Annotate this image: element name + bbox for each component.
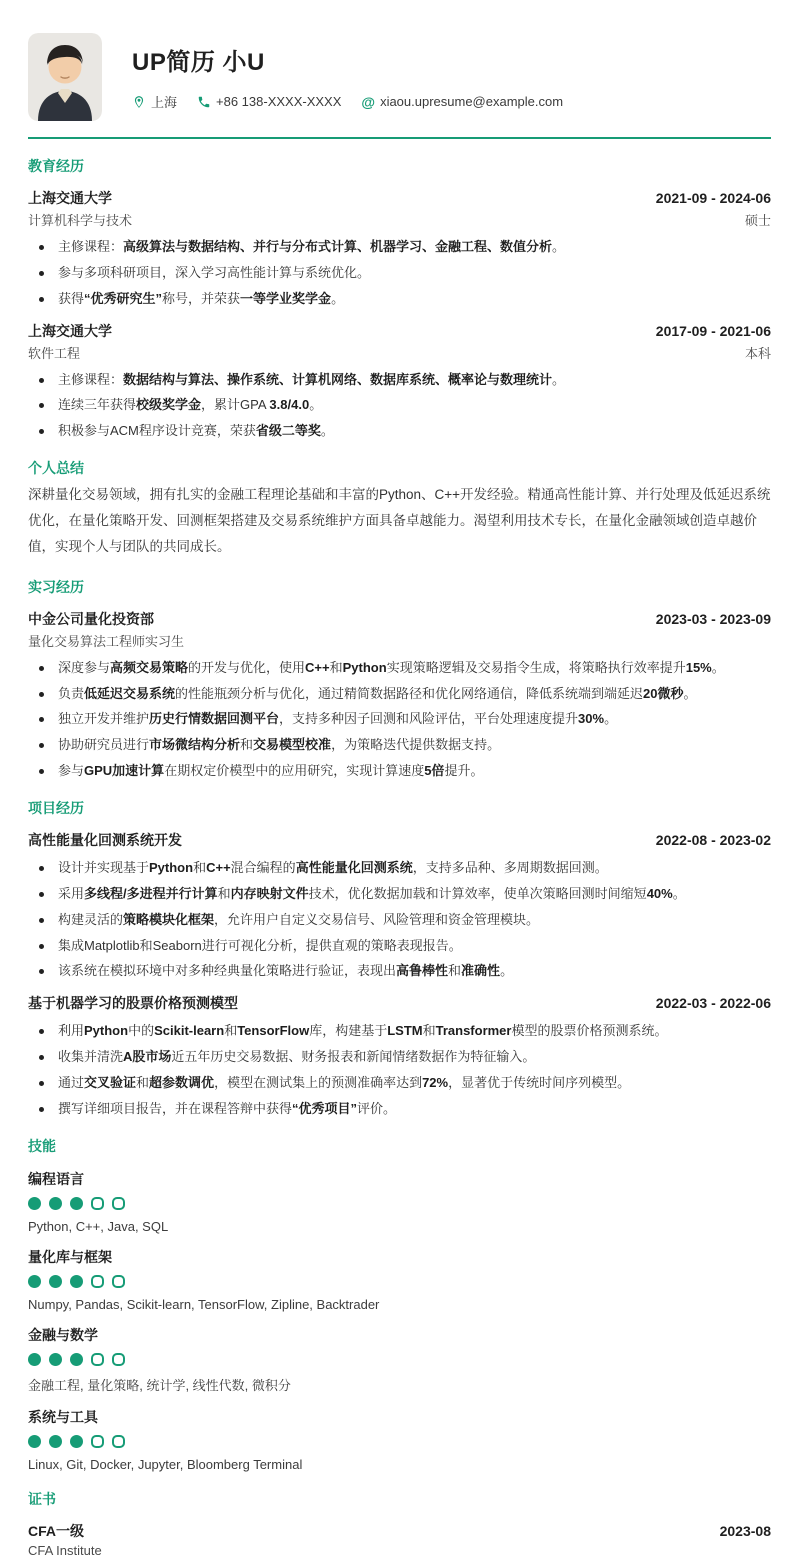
profile-photo [28, 33, 102, 121]
bullet-item: 独立开发并维护历史行情数据回测平台，支持多种因子回测和风险评估，平台处理速度提升30%。 [28, 710, 771, 729]
candidate-name: UP简历 小U [132, 49, 265, 76]
skill-dot-filled [28, 1353, 41, 1366]
section-internship [28, 577, 771, 781]
resume-header [28, 33, 771, 121]
section-title-skills: 技能 [28, 1137, 56, 1154]
bullet-item: 收集并清洗A股市场近五年历史交易数据、财务报表和新闻情绪数据作为特征输入。 [28, 1048, 771, 1067]
bullet-item: 参与GPU加速计算在期权定价模型中的应用研究，实现计算速度5倍提升。 [28, 762, 771, 781]
skill-dot-empty [112, 1435, 125, 1448]
section-skills [28, 1136, 771, 1472]
skill-level-indicator [28, 1435, 771, 1448]
contact-email-text: xiaou.upresume@example.com [380, 94, 564, 109]
certificate-issuer: CFA Institute [28, 1542, 102, 1558]
header-divider [28, 137, 771, 139]
header-info [132, 33, 563, 111]
degree: 本科 [744, 345, 771, 361]
project-entry [28, 993, 771, 1118]
summary-text: 深耕量化交易领域，拥有扎实的金融工程理论基础和丰富的Python、C++开发经验。精通高性能计算、并行处理及低延迟系统优化，在量化策略开发、回测框架搭建及交易系统维护方面具备卓越能力。渴望利用技术专长，在量化金融领域创造卓越价值，实现个人与团队的共同成长。 [28, 487, 771, 554]
skill-dot-filled [28, 1435, 41, 1448]
skill-dot-filled [28, 1275, 41, 1288]
education-entry-head [28, 321, 771, 341]
school-name: 上海交通大学 [28, 190, 112, 206]
section-projects [28, 798, 771, 1119]
section-title-internship: 实习经历 [28, 578, 84, 595]
skill-group-name: 系统与工具 [28, 1408, 98, 1425]
education-entry [28, 188, 771, 309]
bullet-item: 连续三年获得校级奖学金，累计GPA 3.8/4.0。 [28, 396, 771, 415]
education-date: 2017-09 - 2021-06 [655, 322, 771, 339]
skill-dot-filled [70, 1435, 83, 1448]
major: 软件工程 [28, 345, 81, 361]
phone-icon [197, 95, 211, 109]
section-title-education: 教育经历 [28, 158, 84, 174]
section-summary [28, 458, 771, 560]
education-entry-sub [28, 343, 771, 362]
section-title-certificates: 证书 [28, 1490, 56, 1507]
bullet-item: 利用Python中的Scikit-learn和TensorFlow库，构建基于LSTM和Transformer模型的股票价格预测系统。 [28, 1022, 771, 1041]
skill-dot-filled [49, 1435, 62, 1448]
education-bullets [28, 238, 771, 309]
section-education [28, 156, 771, 441]
internship-entry-head [28, 609, 771, 629]
bullet-item: 设计并实现基于Python和C++混合编程的高性能量化回测系统，支持多品种、多周期数据回测。 [28, 859, 771, 878]
bullet-item: 构建灵活的策略模块化框架，允许用户自定义交易信号、风险管理和资金管理模块。 [28, 911, 771, 930]
skill-dot-filled [49, 1197, 62, 1210]
skill-group [28, 1325, 771, 1394]
education-entry [28, 321, 771, 442]
internship-entry [28, 609, 771, 781]
certificate-name: CFA一级 [28, 1522, 84, 1539]
education-date: 2021-09 - 2024-06 [655, 190, 771, 206]
email-icon: @ [361, 93, 376, 110]
skill-dot-filled [49, 1353, 62, 1366]
project-entry-head [28, 993, 771, 1013]
location-icon [132, 95, 146, 109]
education-entry-sub [28, 210, 771, 229]
section-certificates [28, 1489, 771, 1558]
skill-items: Python, C++, Java, SQL [28, 1218, 169, 1234]
skill-dot-filled [70, 1275, 83, 1288]
skill-dot-filled [70, 1197, 83, 1210]
bullet-item: 积极参与ACM程序设计竞赛，荣获省级二等奖。 [28, 422, 771, 441]
skill-group-name: 量化库与框架 [28, 1248, 112, 1265]
skill-dot-filled [28, 1197, 41, 1210]
contact-phone-text: +86 138-XXXX-XXXX [216, 94, 342, 109]
project-entry [28, 830, 771, 981]
skill-items: Linux, Git, Docker, Jupyter, Bloomberg Terminal [28, 1456, 303, 1472]
contact-phone [197, 94, 341, 109]
bullet-item: 采用多线程/多进程并行计算和内存映射文件技术，优化数据加载和计算效率，使单次策略回测时间缩短40%。 [28, 885, 771, 904]
internship-bullets [28, 659, 771, 781]
internship-entry-sub [28, 631, 771, 650]
contact-email [361, 94, 563, 109]
bullet-item: 负责低延迟交易系统的性能瓶颈分析与优化，通过精简数据路径和优化网络通信，降低系统端到端延迟20微秒。 [28, 685, 771, 704]
bullet-item: 获得“优秀研究生”称号，并荣获一等学业奖学金。 [28, 290, 771, 309]
bullet-item: 主修课程：高级算法与数据结构、并行与分布式计算、机器学习、金融工程、数值分析。 [28, 238, 771, 257]
major: 计算机科学与技术 [28, 213, 133, 228]
skill-group [28, 1169, 771, 1234]
skill-dot-empty [112, 1275, 125, 1288]
skill-items: Numpy, Pandas, Scikit-learn, TensorFlow, Zipline, Backtrader [28, 1296, 380, 1312]
education-bullets [28, 371, 771, 442]
skill-group-name: 金融与数学 [28, 1326, 98, 1343]
skill-group [28, 1247, 771, 1312]
contact-location-text: 上海 [151, 95, 178, 110]
bullet-item: 参与多项科研项目，深入学习高性能计算与系统优化。 [28, 264, 771, 283]
project-bullets [28, 859, 771, 981]
contact-row [132, 92, 563, 111]
project-bullets [28, 1022, 771, 1118]
project-name: 基于机器学习的股票价格预测模型 [28, 995, 238, 1012]
education-entry-head [28, 188, 771, 208]
bullet-item: 通过交叉验证和超参数调优，模型在测试集上的预测准确率达到72%，显著优于传统时间序列模型。 [28, 1074, 771, 1093]
school-name: 上海交通大学 [28, 322, 112, 339]
certificate-entry [28, 1521, 771, 1558]
project-entry-head [28, 830, 771, 850]
degree: 硕士 [744, 213, 771, 228]
company-name: 中金公司量化投资部 [28, 610, 154, 627]
job-title: 量化交易算法工程师实习生 [28, 633, 185, 649]
skill-group-name: 编程语言 [28, 1170, 84, 1187]
skill-level-indicator [28, 1197, 771, 1210]
skill-dot-empty [112, 1197, 125, 1210]
bullet-item: 撰写详细项目报告，并在课程答辩中获得“优秀项目”评价。 [28, 1100, 771, 1119]
bullet-item: 该系统在模拟环境中对多种经典量化策略进行验证，表现出高鲁棒性和准确性。 [28, 962, 771, 981]
skill-dot-empty [112, 1353, 125, 1366]
bullet-item: 主修课程：数据结构与算法、操作系统、计算机网络、数据库系统、概率论与数理统计。 [28, 371, 771, 390]
skill-dot-empty [91, 1275, 104, 1288]
project-date: 2022-03 - 2022-06 [655, 995, 771, 1012]
skill-dot-filled [49, 1275, 62, 1288]
skill-group [28, 1407, 771, 1472]
project-name: 高性能量化回测系统开发 [28, 832, 182, 848]
skill-level-indicator [28, 1353, 771, 1366]
section-title-projects: 项目经历 [28, 800, 84, 816]
skill-dot-empty [91, 1197, 104, 1210]
certificate-entry-head [28, 1521, 771, 1541]
skill-items: 金融工程, 量化策略, 统计学, 线性代数, 微积分 [28, 1377, 291, 1393]
internship-date: 2023-03 - 2023-09 [655, 610, 771, 627]
bullet-item: 深度参与高频交易策略的开发与优化，使用C++和Python实现策略逻辑及交易指令生成，将策略执行效率提升15%。 [28, 659, 771, 678]
contact-location [132, 92, 177, 111]
skill-level-indicator [28, 1275, 771, 1288]
skill-dot-empty [91, 1353, 104, 1366]
project-date: 2022-08 - 2023-02 [655, 832, 771, 848]
skill-dot-filled [70, 1353, 83, 1366]
bullet-item: 集成Matplotlib和Seaborn进行可视化分析，提供直观的策略表现报告。 [28, 937, 771, 956]
bullet-item: 协助研究员进行市场微结构分析和交易模型校准，为策略迭代提供数据支持。 [28, 736, 771, 755]
section-title-summary: 个人总结 [28, 460, 84, 477]
certificate-date: 2023-08 [719, 1522, 771, 1539]
skill-dot-empty [91, 1435, 104, 1448]
